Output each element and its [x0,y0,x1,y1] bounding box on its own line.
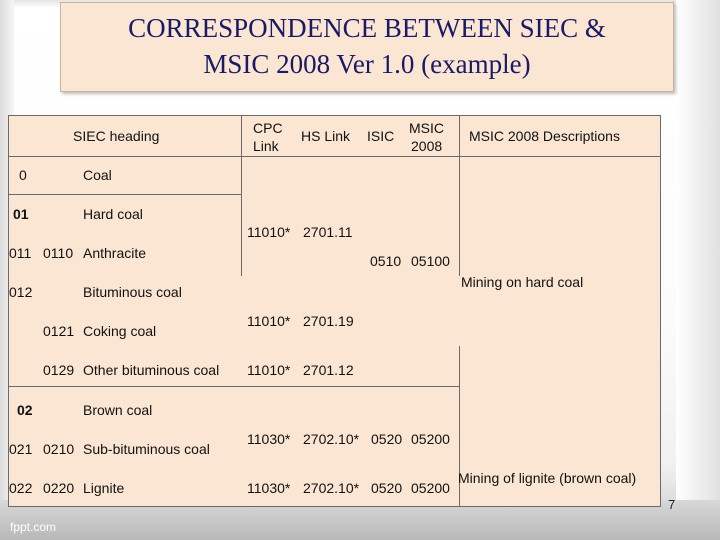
row-anthracite-code: 011 [9,245,32,261]
col-divider-msic [459,116,460,276]
subbit-cpc: 11030* [247,431,291,447]
subbit-hs: 2702.10* [303,431,360,447]
section-divider [9,386,460,387]
correspondence-table [8,115,661,507]
subbit-isic: 0520 [371,431,403,447]
row-coking-sub: 0121 [43,323,75,339]
row-bituminous-code: 012 [9,284,33,300]
row-brown-code: 02 [17,402,33,418]
row-hard-coal-label: Hard coal [83,206,143,222]
header-divider [9,156,660,157]
header-cpc-2: Link [253,138,279,154]
title-line-1: CORRESPONDENCE BETWEEN SIEC & [128,13,606,43]
lignite-cpc: 11030* [247,480,291,496]
header-msic-desc: MSIC 2008 Descriptions [469,128,620,144]
row-lignite-label: Lignite [83,480,125,496]
slide-title [60,10,674,82]
header-hs-link: HS Link [301,128,351,144]
row-coal-label: Coal [83,167,112,183]
title-line-2: MSIC 2008 Ver 1.0 (example) [203,49,531,79]
coking-hs: 2701.19 [303,313,354,329]
row-anthracite-label: Anthracite [83,245,147,261]
hard-desc: Mining on hard coal [461,274,584,290]
header-cpc-1: CPC [253,120,283,136]
coal-divider [9,194,241,195]
row-bituminous-label: Bituminous coal [83,284,182,300]
other-cpc: 11010* [247,362,291,378]
row-coking-label: Coking coal [83,323,157,339]
row-lignite-code: 022 [9,480,33,496]
other-hs: 2701.12 [303,362,354,378]
row-anthracite-sub: 0110 [43,245,74,261]
row-lignite-sub: 0220 [43,480,75,496]
hard-cpc: 11010* [247,224,291,240]
watermark: fppt.com [10,520,57,534]
header-msic-2: 2008 [411,138,443,154]
col-divider-siec [241,116,242,276]
lignite-msic: 05200 [411,480,450,496]
row-sub-bituminous-code: 021 [9,441,33,457]
row-hard-coal-code: 01 [13,206,29,222]
hard-isic: 0510 [370,253,402,269]
hard-hs: 2701.11 [303,224,353,240]
row-coal-code: 0 [19,167,27,183]
header-msic-1: MSIC [409,120,444,136]
row-sub-bituminous-sub: 0210 [43,441,75,457]
row-other-bituminous-label: Other bituminous coal [83,362,220,378]
row-sub-bituminous-label: Sub-bituminous coal [83,441,210,457]
row-other-bituminous-sub: 0129 [43,362,75,378]
row-brown-label: Brown coal [83,402,153,418]
coking-cpc: 11010* [247,313,291,329]
frame-right [676,0,720,540]
lignite-desc: Mining of lignite (brown coal) [458,470,637,486]
subbit-msic: 05200 [411,431,450,447]
lignite-hs: 2702.10* [303,480,360,496]
header-isic: ISIC [367,128,395,144]
page-number: 7 [668,497,676,512]
hard-msic: 05100 [411,253,450,269]
lignite-isic: 0520 [371,480,403,496]
header-siec: SIEC heading [73,128,160,144]
